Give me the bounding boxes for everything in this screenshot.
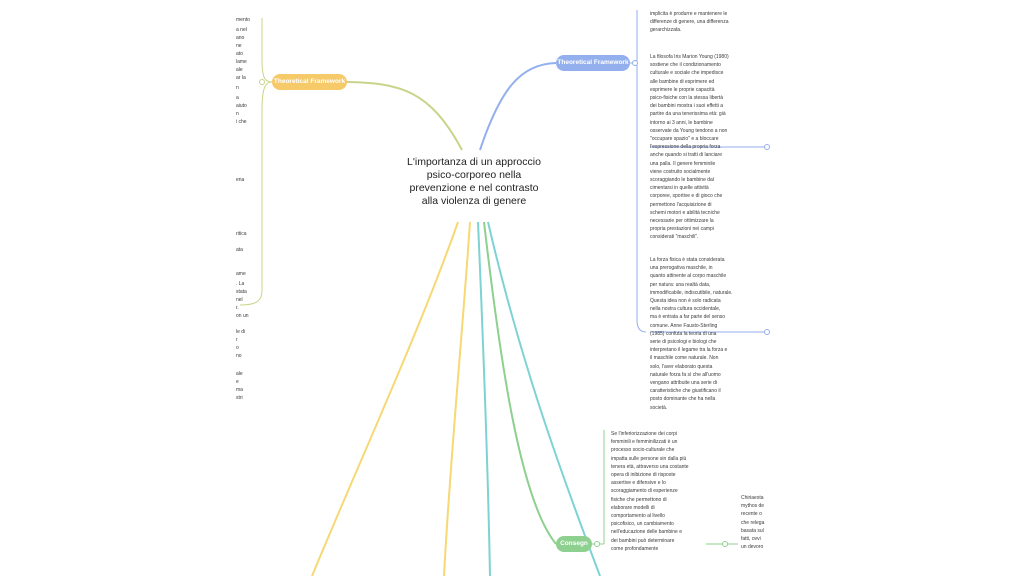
left-note-fragment: ena [236,177,245,183]
left-note-fragment: stri [236,395,243,401]
central-topic[interactable]: L'importanza di un approccio psico-corporeo nella prevenzione e nel contrasto alla violenza di genere [407,156,541,207]
expand-toggle-icon[interactable] [764,329,770,335]
note-differenze-di-genere[interactable]: implicita è produrre e mantenere le differenze di genere, una differenza gerarchizzata. [650,11,729,34]
note-clipped-right[interactable]: Chiriaesta mythos de recente o che relega basata sul fatti, ovvi un devoro [741,495,765,551]
left-note-fragment: ame [236,271,246,277]
left-note-fragment: ar la [236,75,246,81]
left-note-fragment: n [236,85,239,91]
left-note-fragment: r [236,337,238,343]
collapse-toggle-icon[interactable] [594,541,600,547]
left-note-fragment: i che [236,119,247,125]
expand-toggle-icon[interactable] [722,541,728,547]
expand-toggle-icon[interactable] [764,144,770,150]
branch-consegne[interactable]: Consegn [556,536,592,552]
left-note-fragment: ano [236,35,245,41]
left-note-fragment: no [236,353,242,359]
left-note-fragment: o [236,345,239,351]
collapse-toggle-icon[interactable] [632,60,638,66]
left-note-fragment: ato [236,51,243,57]
left-note-fragment: mento [236,17,250,23]
left-note-fragment: aiuto [236,103,247,109]
left-note-fragment: a [236,95,239,101]
left-note-fragment: on un [236,313,249,319]
left-note-fragment: nel [236,297,243,303]
branch-theoretical-framework-left[interactable]: Theoretical Framework [272,74,347,90]
left-note-fragment: . La [236,281,245,287]
note-inferiorizzazione[interactable]: Se l'inferiorizzazione dei corpi femminili e femminilizzati è un processo socio-culturale che impatta sulle persone sin dalla più tenera età, attraverso una costante opera di inibizione di risposte assertive e difensive e lo scoraggiamento di esperienze fisiche che permettono di elaborare modelli di comportamento al livello psicofisico, un cambiamento nell'educazione delle bambine e dei bambini può determinare come profondamente [611,431,689,552]
left-note-fragment: lame [236,59,247,65]
note-forza-fisica[interactable]: La forza fisica è stata considerata una prerogativa maschile, in quanto attinente al corpo maschile per natura: una realtà data, immodificabile, indiscutibile, naturale. Questa idea non è solo radicata nella nostra cultura occidentale, ma è entrata a far parte del senso comune. Anne Fausto-Sterling (1985) confuta la teoria di una serie di psicologi e biologi che interpretano il legame tra la forza e il maschile come naturale. Non solo, l'aver elaborato questa naturale forza fa sì che all'uomo vengano attribuite una serie di caratteristiche che giustificano il posto dominante che ha nella società. [650,257,733,411]
note-iris-marion-young[interactable]: La filosofa Iris Marion Young (1980) sostiene che il condizionamento culturale e sociale che impedisce alle bambine di esprimere ed esprimere le proprie capacità psico-fisiche con la stessa libertà dei bambini mostra i suoi effetti a partire da una tenerissima età: già intorno ai 3 anni, le bambine osservate da Young tendono a non "occupare spazio" e a bloccare l'espressione della propria forza anche quando si tratti di lanciare una palla. Il genere femminile viene costruito socialmente scoraggiando le bambine dal cimentarsi in quelle attività corporee, sportive e di gioco che permettono l'acquisizione di schemi motori e abilità tecniche necessarie per ottimizzare la propria prestazioni nei campi considerati "maschili". [650,54,729,241]
left-note-fragment: n [236,111,239,117]
left-note-fragment: e [236,379,239,385]
left-note-fragment: ritica [236,231,247,237]
left-note-fragment: ma [236,387,243,393]
left-note-fragment: ale [236,371,243,377]
left-note-fragment: a nel [236,27,247,33]
left-note-fragment: ne [236,43,242,49]
left-note-fragment: r. [236,305,239,311]
left-note-fragment: stata [236,289,247,295]
collapse-toggle-icon[interactable] [259,79,265,85]
left-note-fragment: ata [236,247,243,253]
left-note-fragment: ale [236,67,243,73]
left-note-fragment: le di [236,329,246,335]
branch-theoretical-framework-right[interactable]: Theoretical Framework [556,55,630,71]
